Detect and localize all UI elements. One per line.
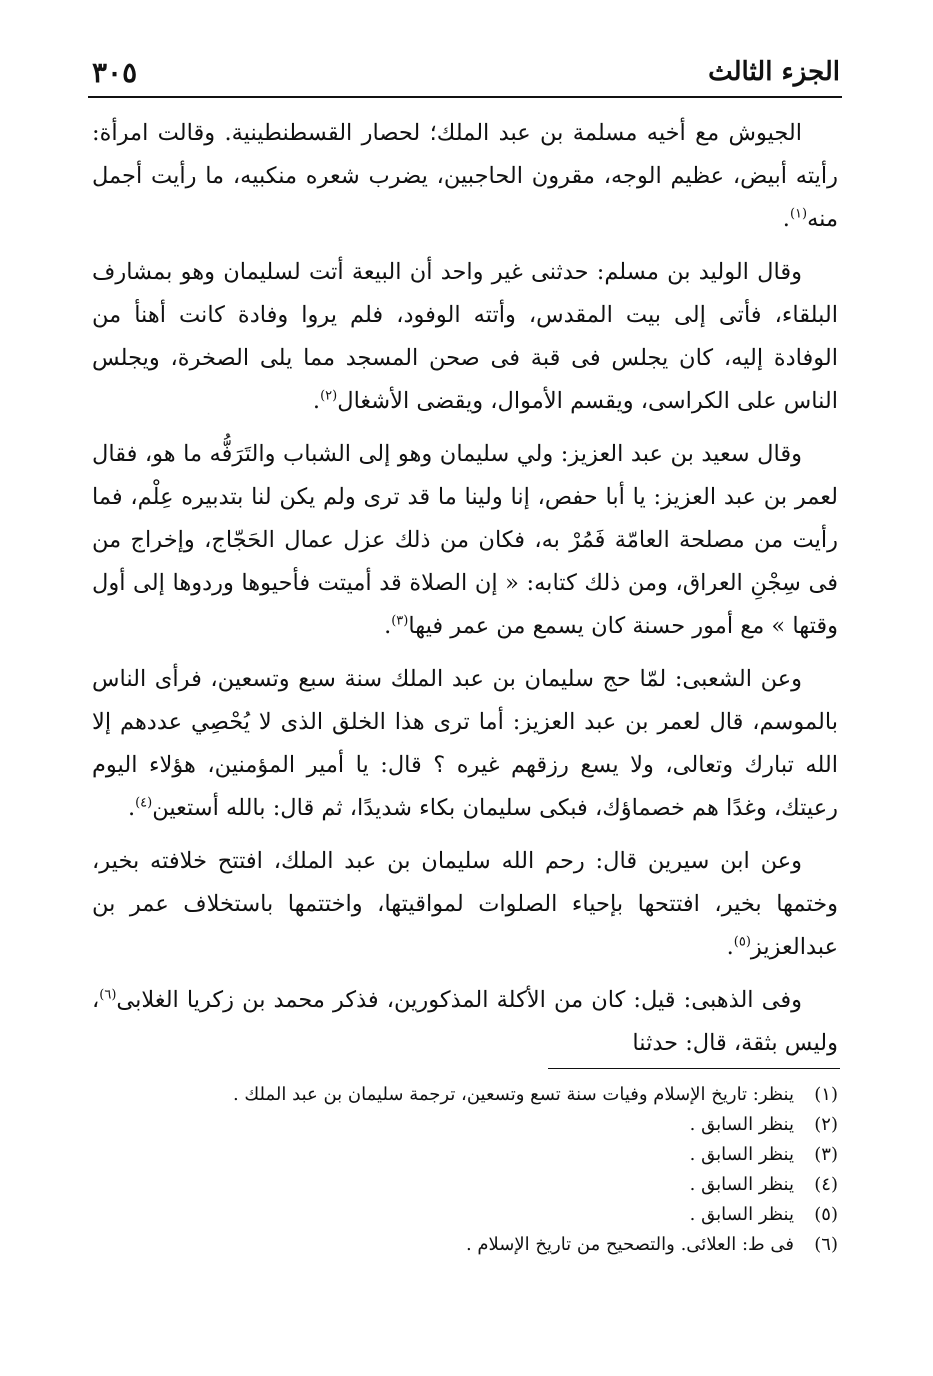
footnote-text: ينظر: تاريخ الإسلام وفيات سنة تسع وتسعين، ترجمة سليمان بن عبد الملك . (232, 1084, 794, 1105)
footnote-ref: (٣) (391, 613, 409, 629)
paragraph: وعن الشعبى: لمّا حج سليمان بن عبد الملك سنة سبع وتسعين، فرأى الناس بالموسم، قال لعمر بن عبد العزيز: أما ترى هذا الخلق الذى لا يُحْصِي عددهم إلا الله تبارك وتعالى، ولا يسع رزقهم غيره ؟ قال: يا أمير المؤمنين، هؤلاء اليوم رعيتك، وغدًا هم خصماؤك، فبكى سليمان بكاء شديدًا، ثم قال: بالله أستعين$^{(٤)}$. (92, 666, 838, 821)
paragraph: وفى الذهبى: قيل: كان من الأكلة المذكورين، فذكر محمد بن زكريا الغلابى$^{(٦)}$، وليس بثقة، قال: حدثنا (92, 987, 838, 1056)
footnote-text: ينظر السابق . (689, 1144, 794, 1165)
footnote-ref: (٤) (135, 795, 153, 811)
footnote-number: (٤) (814, 1174, 838, 1195)
footnote-number: (١) (814, 1084, 838, 1105)
footnote-number: (٢) (814, 1114, 838, 1135)
footnote-ref: (٢) (320, 388, 338, 404)
paragraph: وعن ابن سيرين قال: رحم الله سليمان بن عبد الملك، افتتح خلافته بخير، وختمها بخير، افتتحها بإحياء الصلوات لمواقيتها، واختتمها باستخلاف عمر بن عبدالعزيز$^{(٥)}$. (92, 848, 838, 960)
footnote-number: (٦) (814, 1234, 838, 1255)
footnote-rule (548, 1068, 840, 1069)
footnote (92, 1140, 838, 1170)
footnote-text: فى ط: العلائى. والتصحيح من تاريخ الإسلام . (465, 1234, 794, 1255)
footnote-ref: (١) (789, 206, 808, 222)
footnote-ref: (٥) (733, 934, 751, 950)
footnote (92, 1110, 838, 1140)
running-title: الجزء الثالث (708, 57, 840, 87)
paragraph: الجيوش مع أخيه مسلمة بن عبد الملك؛ لحصار القسطنطينية. وقالت امرأة: رأيته أبيض، عظيم الوجه، مقرون الحاجبين، يضرب شعره منكبيه، ما رأيت أجمل منه$^{(١)}$. (92, 120, 838, 232)
main-text (92, 112, 838, 1075)
footnote (92, 1230, 838, 1260)
paragraph: وقال سعيد بن عبد العزيز: ولي سليمان وهو إلى الشباب والتَرَفُّه ما هو، فقال لعمر بن عبد العزيز: يا أبا حفص، إنا ولينا ما قد ترى ولم يكن لنا بتدبيره عِلْم، فما رأيت من مصلحة العامّة فَمُرْ به، فكان من ذلك عزل عمال الحَجّاج، وإخراج من فى سِجْنِ العراق، ومن ذلك كتابه: « إن الصلاة قد أميتت فأحيوها وردوها إلى أول وقتها » مع أمور حسنة كان يسمع من عمر فيها$^{(٣)}$. (92, 441, 838, 639)
footnote-number: (٥) (814, 1204, 838, 1225)
footnote-text: ينظر السابق . (689, 1174, 794, 1195)
footnote (92, 1080, 838, 1110)
footnote (92, 1200, 838, 1230)
footnote-text: ينظر السابق . (689, 1204, 794, 1225)
page-header (92, 52, 840, 92)
header-rule (88, 96, 842, 98)
page-number: ٣٠٥ (92, 55, 138, 89)
footnote (92, 1170, 838, 1200)
footnotes (92, 1080, 838, 1260)
footnote-number: (٣) (814, 1144, 838, 1165)
footnote-ref: (٦) (99, 987, 117, 1003)
footnote-text: ينظر السابق . (689, 1114, 794, 1135)
paragraph: وقال الوليد بن مسلم: حدثنى غير واحد أن البيعة أتت لسليمان وهو بمشارف البلقاء، فأتى إلى بيت المقدس، وأتته الوفود، فلم يروا وفادة كانت أهنأ من الوفادة إليه، كان يجلس فى قبة فى صحن المسجد مما يلى الصخرة، ويجلس الناس على الكراسى، ويقسم الأموال، ويقضى الأشغال$^{(٢)}$. (92, 259, 838, 414)
